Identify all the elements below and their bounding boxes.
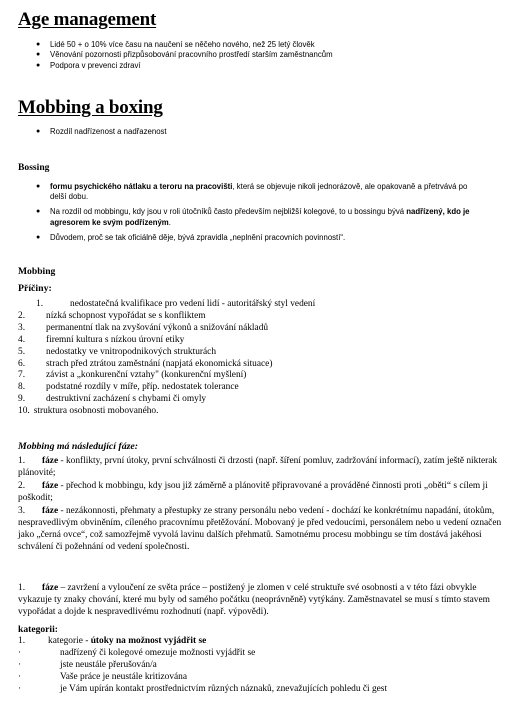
bullet-icon: ●	[36, 51, 41, 59]
age-management-list	[0, 40, 480, 71]
phase-1: 1. fáze - konflikty, první útoky, první schválnosti či drzosti (např. šíření pomluv, zadržování informací), zatím ještě nikterak plánovité;	[18, 456, 498, 478]
list-item: ● Věnování pozornosti přizpůsobování pracovního prostředí starším zaměstnancům	[36, 50, 333, 60]
list-item: ● Důvodem, proč se tak oficiálně děje, bývá zpravidla „neplnění pracovních povinností“.	[36, 232, 346, 242]
causes-title: Příčiny:	[18, 283, 52, 294]
list-item: 5. nedostatky ve vnitropodnikových strukturách	[18, 346, 217, 357]
list-item: ● Rozdíl nadřízenost a nadřazenost	[36, 127, 167, 136]
phase-2: 2. fáze - přechod k mobbingu, kdy jsou již záměrně a plánovitě připravované a prováděné činnosti proti „oběti“ s cílem ji poškodit;	[18, 481, 488, 503]
list-item: ● Lidé 50 + o 10% více času na naučení se něčeho nového, než 25 letý člověk	[36, 40, 315, 49]
list-item: · nadřízený či kolegové omezuje možnosti vyjádřit se	[18, 647, 256, 658]
age-management-heading: Age management	[18, 9, 157, 30]
list-item: ● formu psychického nátlaku a teroru na pracovišti, která se objevuje nikoli jednorázově, ale opakovaně a přetrvává po delší dobu.	[36, 182, 468, 202]
list-item: · je Vám upírán kontakt prostřednictvím různých náznaků, znevažujících pohledu či gest	[18, 683, 388, 694]
list-item: 4. firemní kultura s nízkou úrovní etiky	[18, 334, 185, 345]
dot-icon: ·	[18, 647, 22, 658]
dot-icon: ·	[18, 671, 22, 682]
list-item: 7. závist a „konkurenční vztahy" (konkurenční myšlení)	[18, 370, 247, 381]
phase-4: 1. fáze – zavržení a vyloučení ze světa práce – postižený je zlomen v celé struktuře své osobnosti a v této fázi obvykle vykazuje ty znaky chování, které mu byly od samého počátku (neoprávněně) vytýkány. Zaměstnavatel se musí s tímto stavem vypořádat a dojde k nespravedlivému rozhodnutí (např. výpovědi).	[18, 583, 490, 617]
list-item: · Vaše práce je neustále kritizována	[18, 671, 188, 682]
list-item: 8. podstatné rozdíly v míře, příp. nedostatek tolerance	[18, 382, 239, 393]
bossing-title: Bossing	[18, 162, 50, 173]
bullet-icon: ●	[36, 61, 41, 69]
list-item: 9. destruktivní zacházení s chybami či omyly	[18, 394, 207, 405]
causes-list	[18, 299, 315, 418]
bossing-list	[0, 182, 480, 248]
list-item: 3. permanentní tlak na zvyšování výkonů a snižování nákladů	[18, 322, 269, 333]
mobbing-boxing-list	[0, 127, 480, 137]
list-item: 2. nízká schopnost vypořádat se s konfliktem	[18, 310, 206, 321]
categories-title: kategorii:	[18, 624, 58, 635]
list-item: ● Na rozdíl od mobbingu, kdy jsou v roli útočníků často především nejbližší kolegové, to u bossingu bývá nadřízený, kdo je agresorem ke svým podřízeným.	[36, 207, 470, 227]
list-item: 1. nedostatečná kvalifikace pro vedení lidí - autoritářský styl vedení	[36, 299, 316, 309]
list-item: · jste neustále přerušován/a	[18, 659, 157, 670]
dot-icon: ·	[18, 683, 22, 694]
phase-3: 3. fáze - nezákonnosti, přehmaty a přestupky ze strany personálu nebo vedení - dochází ke konkrétnímu napadání, útokům, nespravedlivým obviněním, cíleného pracovnímu přetěžování. Mobovaný je před vedoucími, personálem nebo u vedení označen jako „černá ovce“, což samozřejmě vyvolá lavinu dalších přehmatů. Samotnému procesu mobbingu se tím dostává jakéhosi schválení či požehnání od vedení společnosti.	[18, 506, 502, 552]
list-item: 6. strach před ztrátou zaměstnání (napjatá ekonomická situace)	[18, 358, 273, 369]
bullet-icon: ●	[36, 41, 41, 48]
mobbing-boxing-heading: Mobbing a boxing	[18, 97, 163, 118]
category-heading: 1. kategorie - útoky na možnost vyjádřit se	[18, 636, 207, 646]
list-item: ● Podpora v prevenci zdraví	[36, 60, 141, 70]
bullet-icon: ●	[36, 208, 41, 216]
list-item: 10. struktura osobnosti mobovaného.	[18, 406, 159, 417]
bullet-icon: ●	[36, 128, 41, 135]
phases-title: Mobbing má následující fáze:	[18, 441, 139, 452]
dot-icon: ·	[18, 659, 22, 670]
category-list	[18, 636, 387, 696]
bullet-icon: ●	[36, 233, 41, 241]
mobbing-title: Mobbing	[18, 266, 56, 277]
bullet-icon: ●	[36, 183, 41, 190]
